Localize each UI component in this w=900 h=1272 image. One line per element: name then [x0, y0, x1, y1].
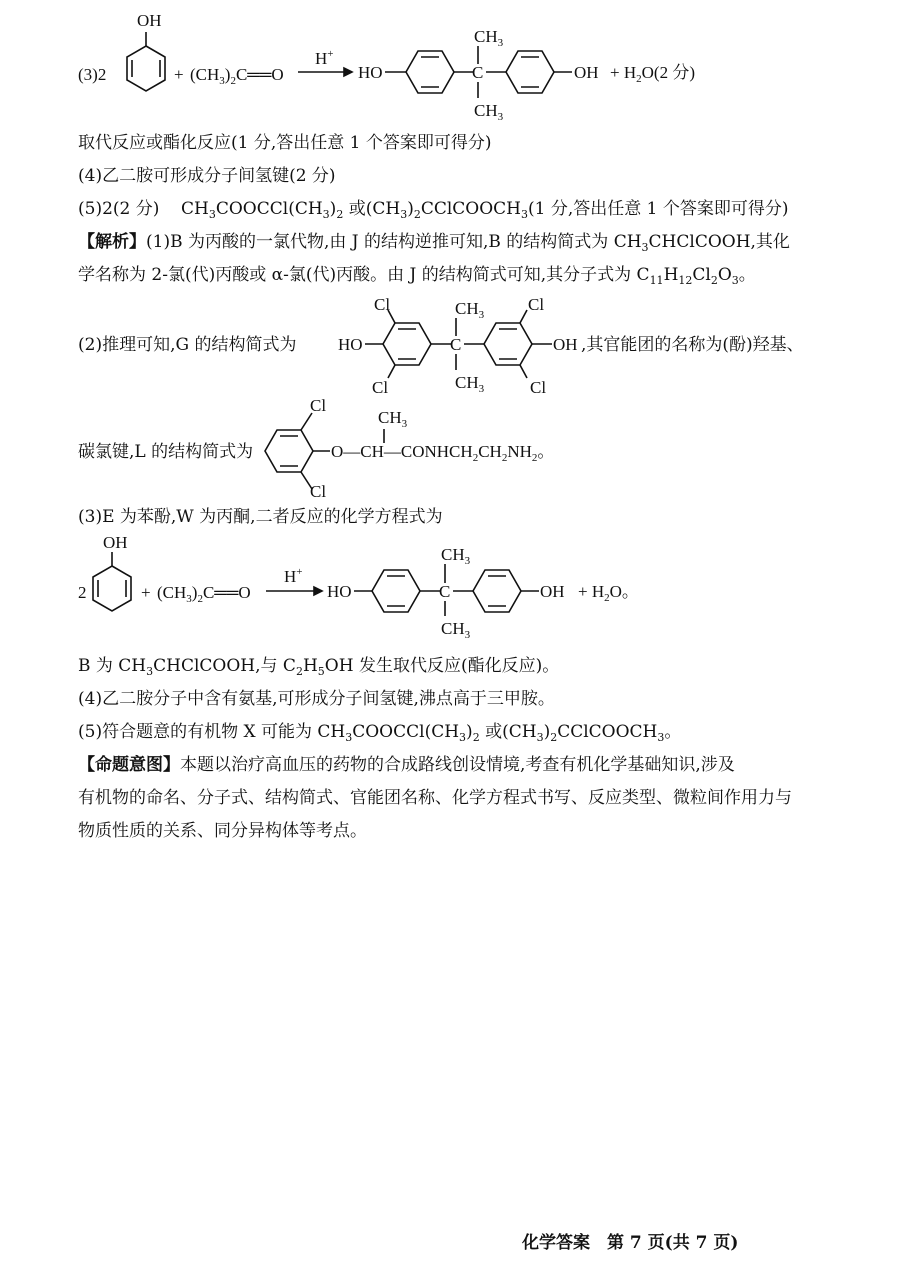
eq1-ch3-top: $CH_3$: [474, 27, 504, 49]
svg-text:C: C: [450, 335, 462, 354]
intent-line-2: 有机物的命名、分子式、结构简式、官能团名称、化学方程式书写、反应类型、微粒间作用力与: [78, 788, 792, 808]
l-ch3: $CH_3$: [378, 408, 408, 430]
l-chain: $O—CH—CONHCH_2CH_2NH_2$。: [331, 442, 555, 464]
analysis-line-3-prefix: (2)推理可知,G 的结构简式为: [78, 335, 297, 355]
eq2-oh-right: OH: [540, 582, 565, 601]
analysis-line-8: (5)符合题意的有机物 X 可能为 $CH_3COOCCl(CH_3)_2$ 或$(CH_3)_2CClCOOCH_3$。: [78, 722, 682, 744]
svg-text:C: C: [472, 63, 484, 82]
eq2-ch3-bot: $CH_3$: [441, 619, 471, 641]
answer-5-formula: $CH_3COOCCl(CH_3)_2$ 或$(CH_3)_2CClCOOCH_3(1$ 分,答出任意 1 个答案即可得分): [181, 199, 789, 221]
eq1-ho: HO: [358, 63, 383, 82]
g-cl-2: Cl: [372, 378, 389, 397]
answer-line-3: [78, 197, 789, 227]
analysis-line-2: 学名称为 2-氯(代)丙酸或 α-氯(代)丙酸。由 J 的结构简式可知,其分子式为 $C_{11}H_{12}Cl_2O_3$。: [78, 265, 756, 287]
answer-5-score: (5)2(2 分): [78, 199, 160, 219]
eq2-phenol-oh: OH: [103, 533, 128, 552]
g-ch3-bot: $CH_3$: [455, 373, 485, 395]
eq2-water: + $H_2O$。: [578, 582, 639, 604]
eq2-catalyst: H+: [284, 566, 303, 586]
eq2-acetone: $(CH_3)_2C══O$: [157, 583, 251, 605]
svg-text:C: C: [439, 582, 451, 601]
analysis-line-4-prefix: 碳氯键,L 的结构简式为: [78, 442, 254, 462]
page-footer: 化学答案 第 7 页(共 7 页): [522, 1233, 739, 1253]
answer-line-2: (4)乙二胺可形成分子间氢键(2 分): [78, 166, 336, 186]
intent-line-3: 物质性质的关系、同分异构体等考点。: [78, 821, 367, 841]
g-ho: HO: [338, 335, 363, 354]
g-cl-1: Cl: [374, 295, 391, 314]
eq1-phenol-oh: OH: [137, 11, 162, 30]
g-ch3-top: $CH_3$: [455, 299, 485, 321]
g-cl-4: Cl: [530, 378, 547, 397]
intent-line-1: 【命题意图】本题以治疗高血压的药物的合成路线创设情境,考查有机化学基础知识,涉及: [78, 755, 735, 775]
l-cl-top: Cl: [310, 396, 327, 415]
answer-line-1: 取代反应或酯化反应(1 分,答出任意 1 个答案即可得分): [78, 133, 492, 153]
eq2-label: 2: [78, 583, 87, 602]
analysis-line-7: (4)乙二胺分子中含有氨基,可形成分子间氢键,沸点高于三甲胺。: [78, 689, 555, 709]
l-structure: [0, 395, 900, 505]
eq1-label: (3)2: [78, 65, 107, 84]
analysis-line-5: (3)E 为苯酚,W 为丙酮,二者反应的化学方程式为: [78, 507, 443, 527]
reaction-equation-1: [0, 0, 900, 125]
eq1-water: + $H_2O(2$ 分): [610, 63, 695, 85]
reaction-equation-2: [0, 530, 900, 650]
eq1-oh-right: OH: [574, 63, 599, 82]
eq1-plus: +: [174, 65, 184, 84]
eq1-catalyst: H+: [315, 48, 334, 68]
eq2-ho: HO: [327, 582, 352, 601]
eq1-acetone: $(CH_3)_2C══O$: [190, 65, 284, 87]
eq1-ch3-bot: $CH_3$: [474, 101, 504, 123]
eq2-ch3-top: $CH_3$: [441, 545, 471, 567]
g-oh: OH: [553, 335, 578, 354]
analysis-line-1: 【解析】(1)B 为丙酸的一氯代物,由 J 的结构逆推可知,B 的结构简式为 $CH_3CHClCOOH$,其化: [78, 232, 790, 254]
analysis-line-3-suffix: ,其官能团的名称为(酚)羟基、: [581, 335, 804, 355]
l-cl-bot: Cl: [310, 482, 327, 501]
g-cl-3: Cl: [528, 295, 545, 314]
analysis-line-6: B 为 $CH_3CHClCOOH$,与 $C_2H_5OH$ 发生取代反应(酯化反应)。: [78, 656, 560, 678]
eq2-plus: +: [141, 583, 151, 602]
